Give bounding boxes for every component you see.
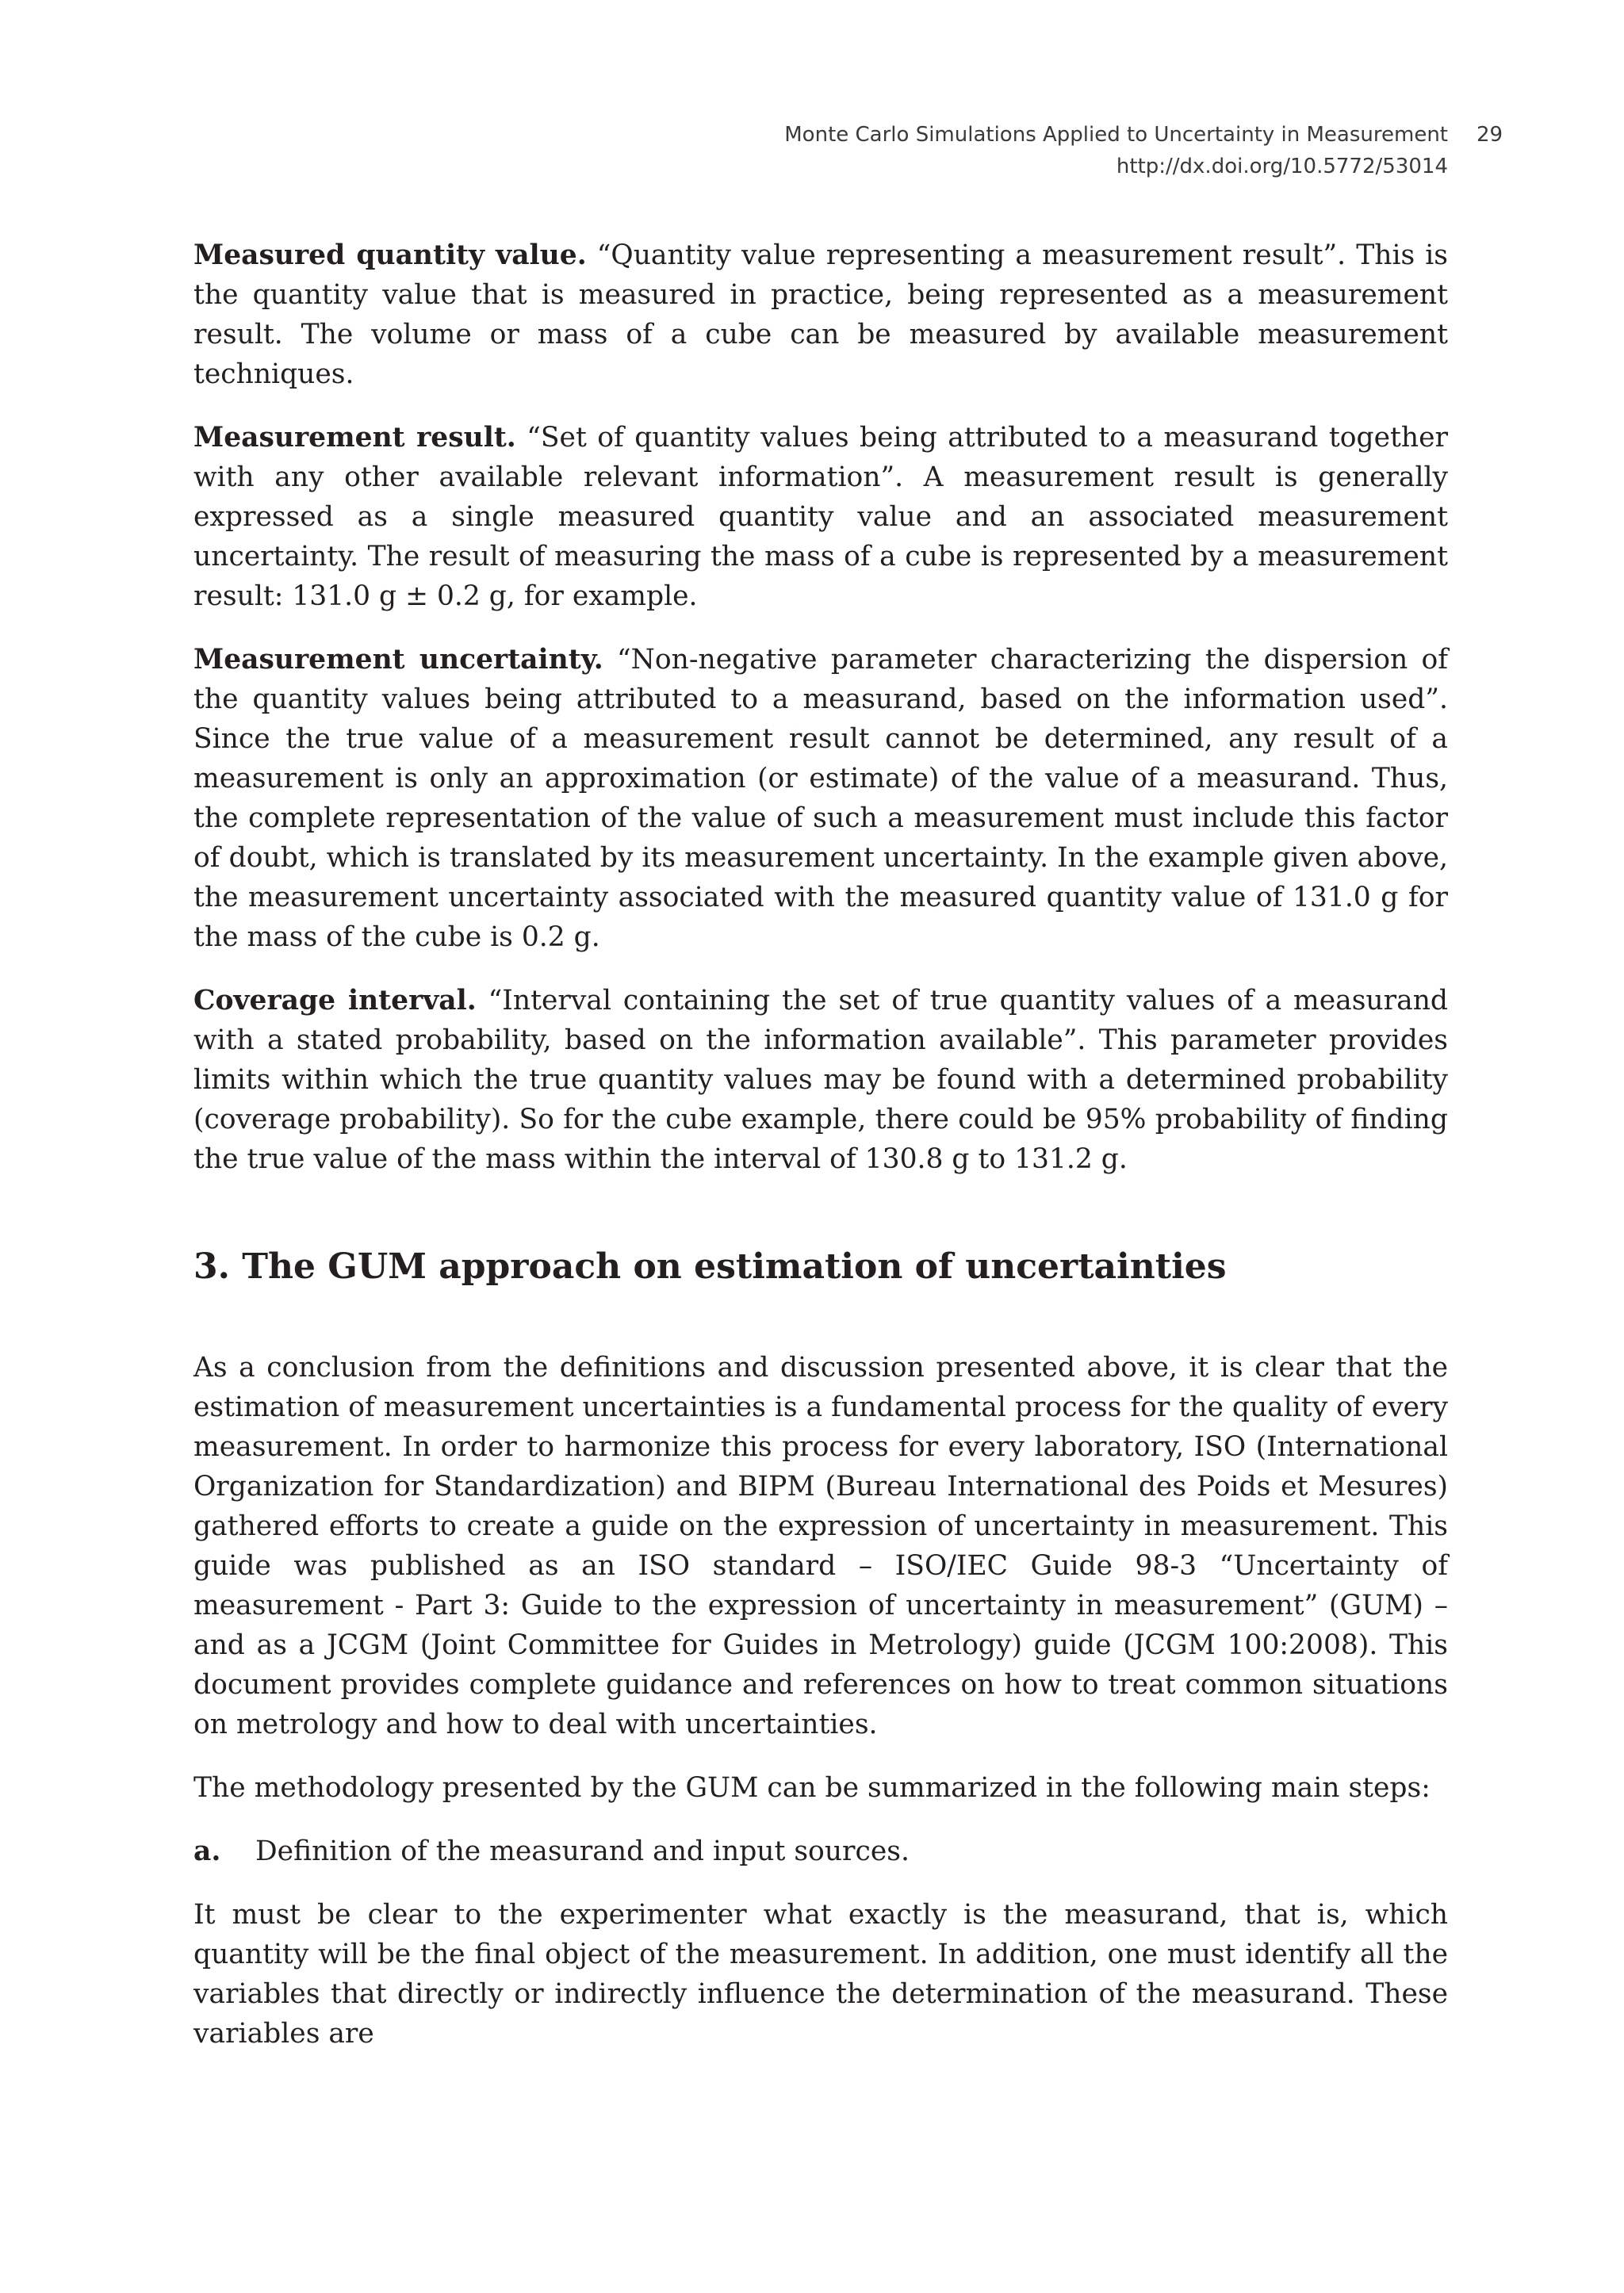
- definitions-block: [193, 235, 1448, 1203]
- definition-text: “Set of quantity values being attributed to a measurand together with any other available relevant information”. A measurement result is generally expressed as a single measured quantity value and an associated measurement uncertainty. The result of measuring the mass of a cube is represented by a measurement result: 131.0 g ± 0.2 g, for example.: [193, 422, 1448, 612]
- running-title: Monte Carlo Simulations Applied to Uncertainty in Measurement: [784, 123, 1448, 147]
- doi-link[interactable]: http://dx.doi.org/10.5772/53014: [1116, 155, 1448, 178]
- definition-term: Measurement result.: [193, 422, 516, 454]
- definition-paragraph: [193, 418, 1448, 616]
- definition-term: Coverage interval.: [193, 985, 477, 1016]
- body-paragraph: It must be clear to the experimenter what exactly is the measurand, that is, which quantity will be the final object of the measurement. In addition, one must identify all the variables that directly or indirectly influence the determination of the measurand. These variables are: [193, 1899, 1448, 2050]
- definition-text: “Non-negative parameter characterizing the dispersion of the quantity values being attributed to a measurand, based on the information used”. Since the true value of a measurement result cannot be determined, any result of a measurement is only an approximation (or estimate) of the value of a measurand. Thus, the complete representation of the value of such a measurement must include this factor of doubt, which is translated by its measurement uncertainty. In the example given above, the measurement uncertainty associated with the measured quantity value of 131.0 g for the mass of the cube is 0.2 g.: [193, 644, 1449, 953]
- page-number: 29: [1477, 123, 1503, 147]
- definition-paragraph: [193, 981, 1448, 1179]
- definition-term: Measured quantity value.: [193, 239, 587, 271]
- definition-term: Measurement uncertainty.: [193, 644, 603, 676]
- definition-paragraph: [193, 235, 1448, 394]
- definition-text: “Interval containing the set of true quantity values of a measurand with a stated probability, based on the information available”. This parameter provides limits within which the true quantity values may be found with a determined probability (coverage probability). So for the cube example, there could be 95% probability of finding the true value of the mass within the interval of 130.8 g to 131.2 g.: [193, 985, 1449, 1175]
- body-paragraph: As a conclusion from the definitions and discussion presented above, it is clear that the estimation of measurement uncertainties is a fundamental process for the quality of every measurement. In order to harmonize this process for every laboratory, ISO (International Organization for Standardization) and BIPM (Bureau International des Poids et Mesures) gathered efforts to create a guide on the expression of uncertainty in measurement. This guide was published as an ISO standard – ISO/IEC Guide 98-3 “Uncertainty of measurement - Part 3: Guide to the expression of uncertainty in measurement” (GUM) – and as a JCGM (Joint Committee for Guides in Metrology) guide (JCGM 100:2008). This document provides complete guidance and references on how to treat common situations on metrology and how to deal with uncertainties.: [193, 1352, 1448, 1740]
- step-marker: a.: [193, 1836, 221, 1867]
- section-heading: 3. The GUM approach on estimation of uncertainties: [193, 1246, 1227, 1287]
- body-paragraph: The methodology presented by the GUM can be summarized in the following main steps:: [193, 1772, 1431, 1804]
- definition-paragraph: [193, 640, 1448, 957]
- step-text: Definition of the measurand and input sources.: [255, 1836, 910, 1867]
- running-head: [784, 119, 1448, 182]
- definition-text: “Quantity value representing a measurement result”. This is the quantity value that is measured in practice, being represented as a measurement result. The volume or mass of a cube can be measured by available measurement techniques.: [193, 239, 1448, 390]
- step-item: [193, 1832, 1448, 1871]
- section-body: [193, 1348, 1448, 2077]
